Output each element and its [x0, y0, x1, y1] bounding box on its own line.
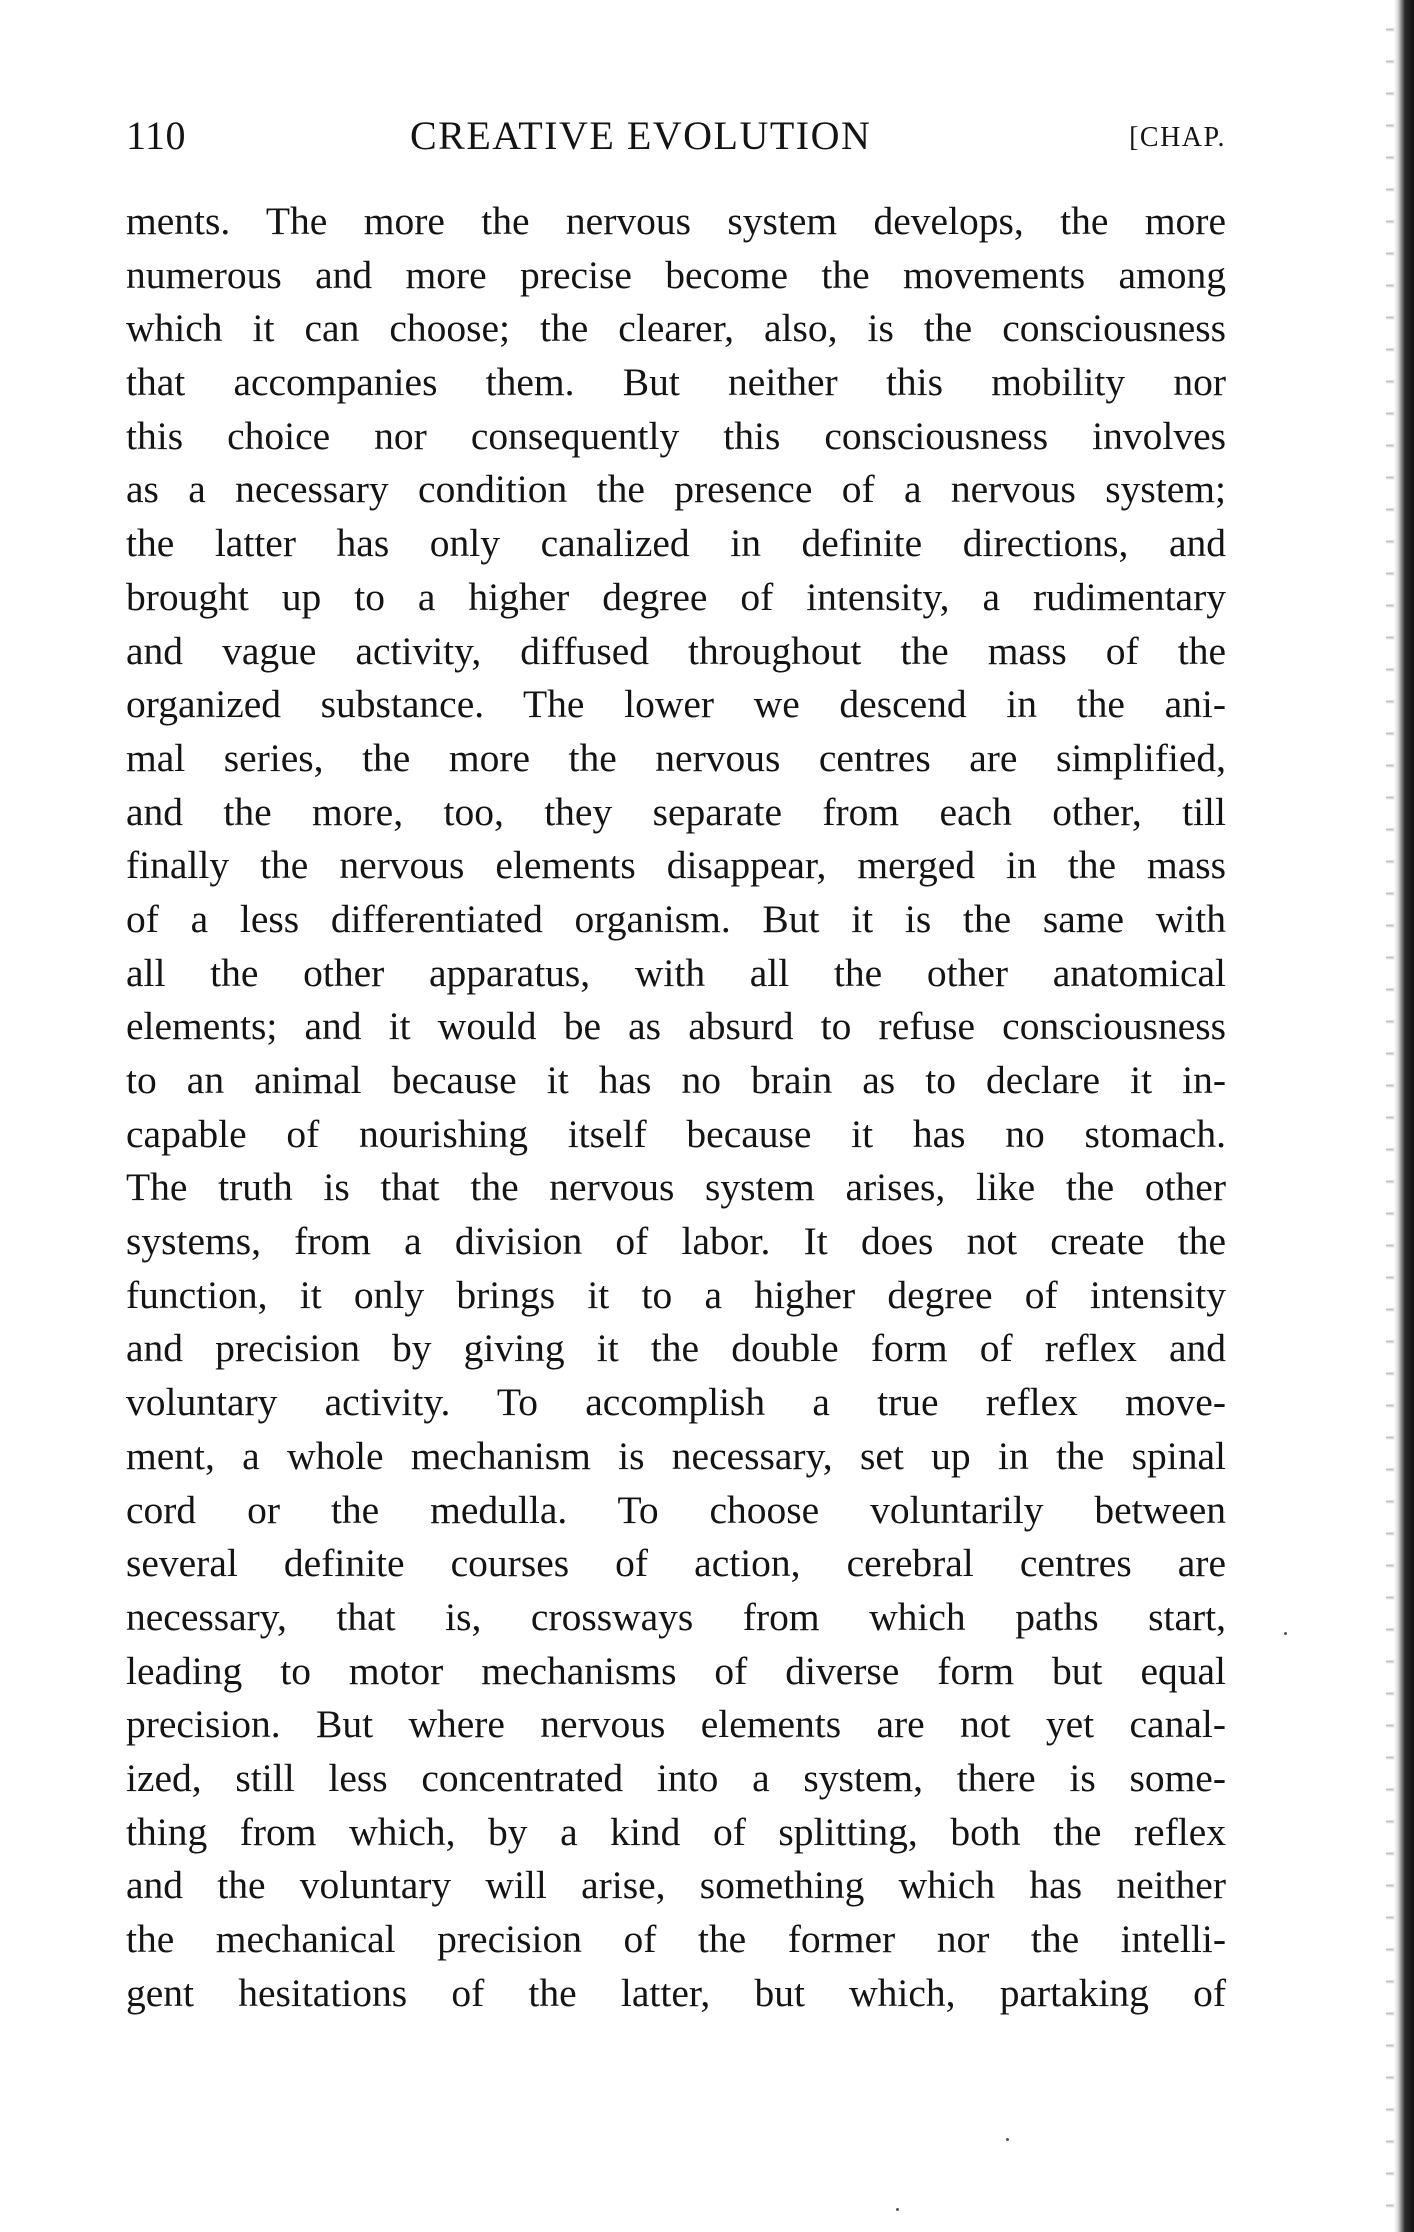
chapter-label: [CHAP. [1129, 122, 1226, 153]
text-line: and the voluntary will arise, something which has neither [126, 1863, 1226, 1908]
text-line: brought up to a higher degree of intensity, a rudimentary [126, 574, 1226, 619]
scan-speck [1006, 2138, 1009, 2141]
text-line: cord or the medulla. To choose voluntarily between [126, 1487, 1226, 1532]
scan-edge-shadow [1394, 0, 1414, 2232]
text-line: ment, a whole mechanism is necessary, set up in the spinal [126, 1433, 1226, 1478]
text-line: function, it only brings it to a higher degree of intensity [126, 1272, 1226, 1317]
text-line: The truth is that the nervous system arises, like the other [126, 1165, 1226, 1210]
text-line: and the more, too, they separate from each other, till [126, 789, 1226, 834]
text-line: systems, from a division of labor. It does not create the [126, 1219, 1226, 1264]
text-line: finally the nervous elements disappear, merged in the mass [126, 843, 1226, 888]
scan-speck [896, 2208, 899, 2211]
text-line: of a less differentiated organism. But it is the same with [126, 896, 1226, 941]
body-text [126, 195, 1226, 2020]
text-line: capable of nourishing itself because it has no stomach. [126, 1111, 1226, 1156]
text-line: leading to motor mechanisms of diverse form but equal [126, 1648, 1226, 1693]
text-line: thing from which, by a kind of splitting, both the reflex [126, 1809, 1226, 1854]
text-line: this choice nor consequently this consciousness involves [126, 413, 1226, 458]
text-line: as a necessary condition the presence of a nervous system; [126, 467, 1226, 512]
running-title: CREATIVE EVOLUTION [410, 113, 872, 158]
text-line: several definite courses of action, cerebral centres are [126, 1541, 1226, 1586]
text-line: mal series, the more the nervous centres are simplified, [126, 735, 1226, 780]
text-line: to an animal because it has no brain as to declare it in- [126, 1058, 1226, 1102]
text-line: precision. But where nervous elements are not yet canal- [126, 1702, 1226, 1747]
text-line: which it can choose; the clearer, also, is the consciousness [126, 306, 1226, 351]
text-line: and vague activity, diffused throughout the mass of the [126, 628, 1226, 673]
text-line: organized substance. The lower we descend in the ani- [126, 682, 1226, 727]
text-line: that accompanies them. But neither this mobility nor [126, 360, 1226, 405]
text-line: the mechanical precision of the former nor the intelli- [126, 1917, 1226, 1961]
text-line: voluntary activity. To accomplish a true reflex move- [126, 1380, 1226, 1425]
scan-edge-noise [1386, 0, 1394, 2232]
text-line: ments. The more the nervous system develops, the more [126, 199, 1226, 243]
text-line: ized, still less concentrated into a system, there is some- [126, 1755, 1226, 1800]
page-number: 110 [126, 113, 187, 158]
text-line: all the other apparatus, with all the other anatomical [126, 950, 1226, 995]
page-header [126, 106, 1226, 166]
scan-speck [1284, 1632, 1287, 1635]
text-line: necessary, that is, crossways from which paths start, [126, 1594, 1226, 1639]
text-line: and precision by giving it the double form of reflex and [126, 1326, 1226, 1371]
text-line: the latter has only canalized in definite directions, and [126, 521, 1226, 566]
text-line: elements; and it would be as absurd to refuse consciousness [126, 1004, 1226, 1049]
text-line: numerous and more precise become the movements among [126, 252, 1226, 297]
text-line: gent hesitations of the latter, but which, partaking of [126, 1970, 1226, 2015]
